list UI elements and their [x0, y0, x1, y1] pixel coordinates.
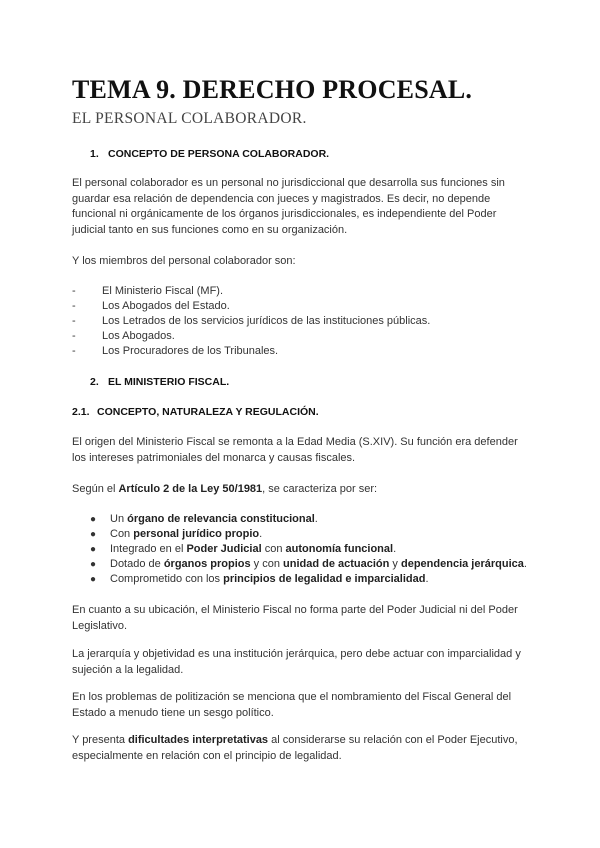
location-paragraph: En cuanto a su ubicación, el Ministerio Fiscal no forma parte del Poder Judicial ni del Poder Legislativo.	[72, 604, 518, 632]
section-1-paragraph-2: Y los miembros del personal colaborador son:	[72, 255, 296, 267]
section-1-heading: CONCEPTO DE PERSONA COLABORADOR.	[108, 148, 330, 160]
list-item: Los Procuradores de los Tribunales.	[102, 345, 279, 357]
page-subtitle: EL PERSONAL COLABORADOR.	[72, 110, 307, 127]
section-2-1-heading: CONCEPTO, NATURALEZA Y REGULACIÓN.	[97, 406, 319, 418]
section-1-number: 1.	[90, 148, 99, 160]
list-item-marker: -	[72, 330, 76, 342]
section-1-paragraph-1: El personal colaborador es un personal no jurisdiccional que desarrolla sus funciones sin guardar esa relación de dependencia con jueces y magistrados. Es decir, no depende funcional ni orgánicamente de los órganos jurisdiccionales, es independiente del Poder judicial tanto en sus funciones como en su organización.	[72, 177, 505, 236]
hierarchy-paragraph: La jerarquía y objetividad es una institución jerárquica, pero debe actuar con imparcialidad y sujeción a la legalidad.	[72, 648, 521, 676]
section-2-heading: EL MINISTERIO FISCAL.	[108, 376, 230, 388]
list-item: Comprometido con los principios de legalidad e imparcialidad.	[110, 573, 429, 585]
difficulties-bold: dificultades interpretativas	[128, 734, 269, 746]
list-item: El Ministerio Fiscal (MF).	[102, 285, 224, 297]
bullet-icon: ●	[90, 544, 97, 555]
list-item-marker: -	[72, 300, 76, 312]
list-item-marker: -	[72, 315, 76, 327]
politics-paragraph: En los problemas de politización se menciona que el nombramiento del Fiscal General del Estado a menudo tiene un sesgo político.	[72, 691, 512, 719]
list-item-marker: -	[72, 345, 76, 357]
list-item: Un órgano de relevancia constitucional.	[110, 513, 318, 525]
bullet-icon: ●	[90, 529, 97, 540]
list-item: Los Letrados de los servicios jurídicos de las instituciones públicas.	[102, 315, 431, 327]
list-item: Los Abogados.	[102, 330, 175, 342]
list-item-marker: -	[72, 285, 76, 297]
section-2-1-number: 2.1.	[72, 406, 90, 418]
list-item: Integrado en el Poder Judicial con autonomía funcional.	[110, 543, 397, 555]
section-2-number: 2.	[90, 376, 99, 388]
list-item: Dotado de órganos propios y con unidad de actuación y dependencia jerárquica.	[110, 558, 527, 570]
bullet-icon: ●	[90, 514, 97, 525]
difficulties-paragraph: Y presenta dificultades interpretativas al considerarse su relación con el Poder Ejecutivo, especialmente en relación con el principio de legalidad.	[72, 734, 518, 762]
bullet-icon: ●	[90, 574, 97, 585]
page-title: TEMA 9. DERECHO PROCESAL.	[72, 75, 473, 104]
list-item: Con personal jurídico propio.	[110, 528, 263, 540]
origin-paragraph: El origen del Ministerio Fiscal se remonta a la Edad Media (S.XIV). Su función era defender los intereses patrimoniales del monarca y causas fiscales.	[72, 436, 518, 464]
law-intro-paragraph: Según el Artículo 2 de la Ley 50/1981, se caracteriza por ser:	[72, 483, 378, 495]
bullet-icon: ●	[90, 559, 97, 570]
law-reference: Artículo 2 de la Ley 50/1981	[118, 483, 263, 495]
list-item: Los Abogados del Estado.	[102, 300, 230, 312]
